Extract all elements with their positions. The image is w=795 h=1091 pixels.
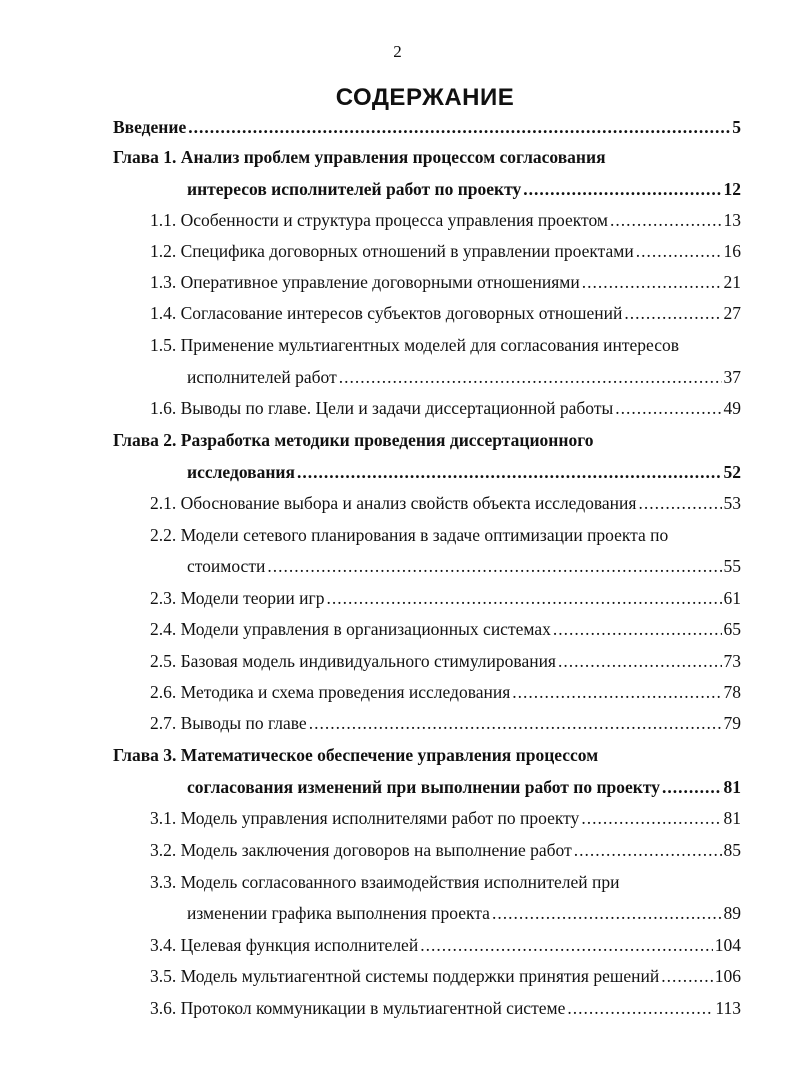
- toc-entry-page: 27: [723, 303, 741, 323]
- toc-entry-1-5-title: 1.5. Применение мультиагентных моделей для согласования интересов: [150, 335, 680, 355]
- toc-entry-2-7: [150, 712, 741, 734]
- leader-dots: [420, 934, 713, 956]
- toc-entry-1-1: [150, 209, 741, 231]
- toc-entry-page: 52: [723, 462, 741, 482]
- toc-entry-text: Введение: [113, 117, 187, 137]
- toc-entry-page: 49: [723, 398, 741, 418]
- toc-entry-page: 85: [723, 840, 741, 860]
- toc-entry-2-2-title: 2.2. Модели сетевого планирования в задаче оптимизации проекта по: [150, 525, 669, 545]
- leader-dots: [523, 178, 721, 200]
- toc-entry-text: 3.2. Модель заключения договоров на выполнение работ: [150, 840, 572, 860]
- toc-entry-3-2: [150, 839, 741, 861]
- leader-dots: [339, 366, 722, 388]
- toc-entry-page: 73: [723, 651, 741, 671]
- toc-entry-intro: [113, 116, 741, 138]
- toc-entry-3-4: [150, 934, 741, 956]
- toc-entry-text: 2.1. Обоснование выбора и анализ свойств объекта исследования: [150, 493, 637, 513]
- leader-dots: [512, 681, 721, 703]
- leader-dots: [558, 650, 722, 672]
- toc-chapter-2: [187, 461, 741, 483]
- toc-entry-page: 21: [723, 272, 741, 292]
- leader-dots: [492, 902, 722, 924]
- toc-entry-text: изменении графика выполнения проекта: [187, 903, 490, 923]
- toc-entry-text: 1.6. Выводы по главе. Цели и задачи диссертационной работы: [150, 398, 614, 418]
- toc-entry-3-3-title: 3.3. Модель согласованного взаимодействия исполнителей при: [150, 872, 620, 892]
- toc-entry-page: 12: [723, 179, 741, 199]
- leader-dots: [297, 461, 722, 483]
- toc-entry-text: исследования: [187, 462, 295, 482]
- leader-dots: [662, 776, 722, 798]
- toc-entry-3-1: [150, 807, 741, 829]
- leader-dots: [638, 492, 721, 514]
- toc-entry-text: интересов исполнителей работ по проекту: [187, 179, 522, 199]
- leader-dots: [636, 240, 722, 262]
- leader-dots: [574, 839, 722, 861]
- toc-entry-page: 65: [723, 619, 741, 639]
- leader-dots: [661, 965, 713, 987]
- toc-entry-text: 2.5. Базовая модель индивидуального стимулирования: [150, 651, 556, 671]
- toc-entry-page: 16: [723, 241, 741, 261]
- page-title: СОДЕРЖАНИЕ: [335, 84, 515, 111]
- toc-entry-page: 79: [723, 713, 741, 733]
- toc-entry-page: 13: [723, 210, 741, 230]
- toc-entry-page: 113: [715, 998, 741, 1018]
- toc-entry-1-3: [150, 271, 741, 293]
- toc-entry-3-5: [150, 965, 741, 987]
- toc-entry-text: 3.5. Модель мультиагентной системы поддержки принятия решений: [150, 966, 660, 986]
- page-number: 2: [393, 42, 402, 61]
- toc-entry-2-6: [150, 681, 741, 703]
- toc-entry-page: 55: [723, 556, 741, 576]
- toc-entry-3-3: [187, 902, 741, 924]
- toc-entry-page: 37: [723, 367, 741, 387]
- toc-entry-text: исполнителей работ: [187, 367, 337, 387]
- toc-entry-text: 1.2. Специфика договорных отношений в управлении проектами: [150, 241, 634, 261]
- toc-entry-2-5: [150, 650, 741, 672]
- toc-chapter-1-title: Глава 1. Анализ проблем управления процессом согласования: [113, 147, 606, 167]
- toc-entry-2-4: [150, 618, 741, 640]
- leader-dots: [326, 587, 721, 609]
- toc-entry-text: 1.1. Особенности и структура процесса управления проектом: [150, 210, 608, 230]
- leader-dots: [582, 271, 722, 293]
- toc-entry-text: 3.1. Модель управления исполнителями работ по проекту: [150, 808, 580, 828]
- toc-entry-text: 1.3. Оперативное управление договорными отношениями: [150, 272, 580, 292]
- toc-entry-text: 2.4. Модели управления в организационных системах: [150, 619, 551, 639]
- toc-entry-text: стоимости: [187, 556, 266, 576]
- leader-dots: [615, 397, 721, 419]
- toc-entry-2-3: [150, 587, 741, 609]
- toc-entry-page: 106: [714, 966, 741, 986]
- toc-chapter-3-title: Глава 3. Математическое обеспечение управления процессом: [113, 745, 599, 765]
- leader-dots: [188, 116, 730, 138]
- toc-entry-page: 53: [723, 493, 741, 513]
- leader-dots: [581, 807, 721, 829]
- toc-entry-page: 89: [723, 903, 741, 923]
- leader-dots: [610, 209, 722, 231]
- toc-entry-2-1: [150, 492, 741, 514]
- toc-chapter-1: [187, 178, 741, 200]
- toc-entry-text: 3.4. Целевая функция исполнителей: [150, 935, 419, 955]
- toc-entry-page: 78: [723, 682, 741, 702]
- toc-entry-1-2: [150, 240, 741, 262]
- toc-entry-1-4: [150, 302, 741, 324]
- leader-dots: [624, 302, 721, 324]
- toc-entry-text: 2.3. Модели теории игр: [150, 588, 325, 608]
- leader-dots: [267, 555, 721, 577]
- toc-chapter-2-title: Глава 2. Разработка методики проведения диссертационного: [113, 430, 594, 450]
- toc-entry-page: 81: [723, 777, 741, 797]
- leader-dots: [553, 618, 722, 640]
- toc-entry-text: согласования изменений при выполнении работ по проекту: [187, 777, 660, 797]
- toc-entry-1-5: [187, 366, 741, 388]
- toc-entry-text: 2.6. Методика и схема проведения исследования: [150, 682, 511, 702]
- leader-dots: [309, 712, 722, 734]
- toc-entry-1-6: [150, 397, 741, 419]
- leader-dots: [567, 997, 713, 1019]
- toc-entry-text: 2.7. Выводы по главе: [150, 713, 307, 733]
- toc-entry-page: 104: [714, 935, 741, 955]
- toc-entry-3-6: [150, 997, 741, 1019]
- toc-entry-page: 61: [723, 588, 741, 608]
- toc-entry-text: 1.4. Согласование интересов субъектов договорных отношений: [150, 303, 623, 323]
- toc-entry-page: 81: [723, 808, 741, 828]
- toc-entry-page: 5: [732, 117, 741, 137]
- toc-entry-text: 3.6. Протокол коммуникации в мультиагентной системе: [150, 998, 566, 1018]
- toc-chapter-3: [187, 776, 741, 798]
- toc-entry-2-2: [187, 555, 741, 577]
